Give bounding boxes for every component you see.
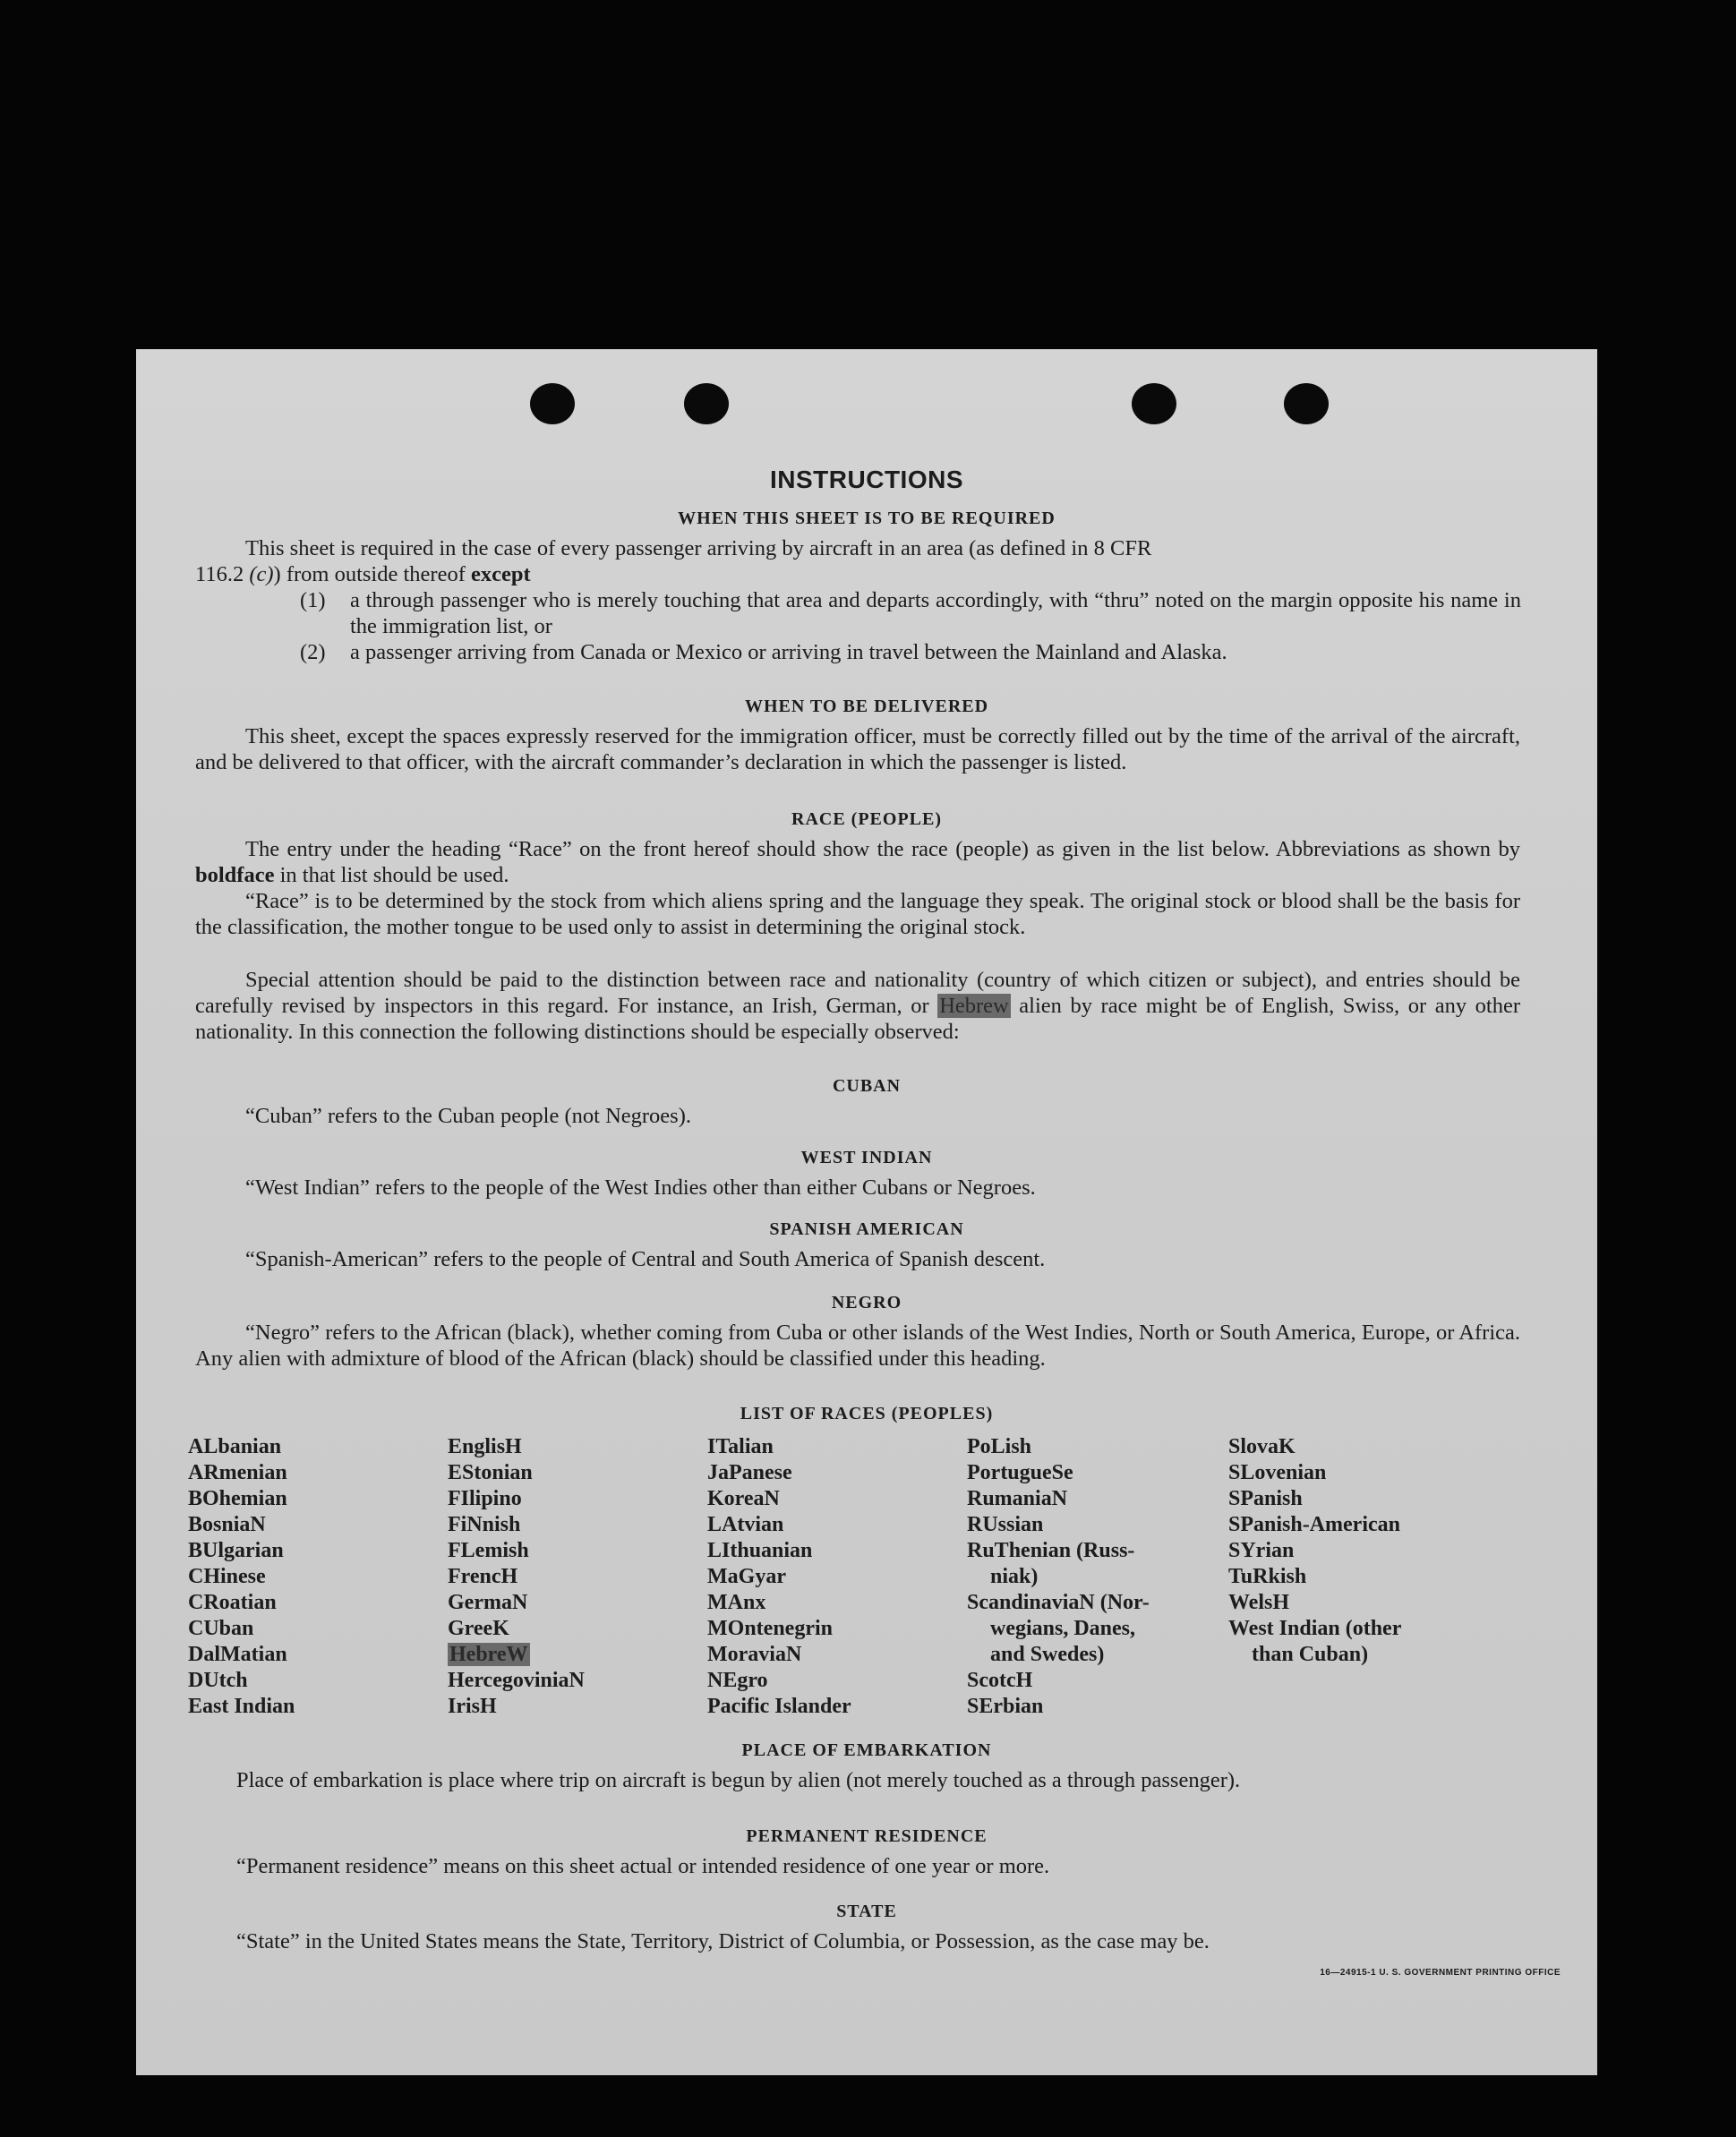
race-item-continued: and Swedes) [990, 1643, 1105, 1666]
race-item: NEgro [707, 1669, 768, 1692]
race-item: East Indian [188, 1695, 295, 1718]
races-column-3 [707, 1434, 851, 1720]
race-item: CUban [188, 1617, 254, 1640]
race-item: SPanish-American [1228, 1513, 1400, 1536]
required-item-2: (2) a passenger arriving from Canada or Mexico or arriving in travel between the Mainland and Alaska. [300, 640, 1227, 664]
race-item: BUlgarian [188, 1539, 284, 1562]
race-item: GreeK [448, 1617, 509, 1640]
state-text: “State” in the United States means the State, Territory, District of Columbia, or Possession, as the case may be. [236, 1929, 1210, 1953]
required-item-1: (1) a through passenger who is merely touching that area and departs accordingly, with “thru” noted on the margin opposite his name in the immigration list, or [300, 588, 1521, 638]
embarkation-text: Place of embarkation is place where trip on aircraft is begun by alien (not merely touched as a through passenger). [236, 1768, 1241, 1792]
race-item: MoraviaN [707, 1643, 802, 1666]
race-item: ARmenian [188, 1461, 287, 1484]
race-item: BOhemian [188, 1487, 287, 1510]
race-item: FLemish [448, 1539, 529, 1562]
race-item: FrencH [448, 1565, 518, 1588]
race-item-continued: than Cuban) [1252, 1643, 1369, 1666]
race-item: RumaniaN [967, 1487, 1068, 1510]
races-column-5 [1228, 1434, 1401, 1668]
race-item: RUssian [967, 1513, 1044, 1536]
cuban-text: “Cuban” refers to the Cuban people (not Negroes). [245, 1104, 691, 1128]
heading-when-delivered: WHEN TO BE DELIVERED [744, 697, 989, 716]
punch-hole [530, 383, 575, 424]
races-column-2 [448, 1434, 585, 1720]
race-item: LAtvian [707, 1513, 784, 1536]
heading-west-indian: WEST INDIAN [800, 1148, 933, 1167]
race-item: EnglisH [448, 1435, 522, 1458]
punch-hole [684, 383, 729, 424]
races-column-4 [967, 1434, 1150, 1720]
race-item: PortugueSe [967, 1461, 1073, 1484]
race-item-continued: wegians, Danes, [990, 1617, 1136, 1640]
race-item: IrisH [448, 1695, 497, 1718]
heading-cuban: CUBAN [832, 1076, 902, 1096]
race-item: CHinese [188, 1565, 266, 1588]
race-paragraph-2: “Race” is to be determined by the stock from which aliens spring and the language they speak. The original stock or blood shall be the basis for the classification, the mother tongue to be used only to assist in determining the original stock. [195, 889, 1520, 939]
race-item: BosniaN [188, 1513, 266, 1536]
race-item: TuRkish [1228, 1565, 1307, 1588]
race-item: KoreaN [707, 1487, 780, 1510]
race-item: LIthuanian [707, 1539, 813, 1562]
race-item-continued: niak) [990, 1565, 1039, 1588]
race-item: SYrian [1228, 1539, 1295, 1562]
race-item: EStonian [448, 1461, 533, 1484]
race-item: HercegoviniaN [448, 1669, 585, 1692]
race-item: WelsH [1228, 1591, 1290, 1614]
struck-word: HebreW [449, 1643, 528, 1666]
race-item: CRoatian [188, 1591, 277, 1614]
punch-hole [1284, 383, 1329, 424]
race-paragraph-3: Special attention should be paid to the distinction between race and nationality (country of which citizen or subject), and entries should be carefully revised by inspectors in this regard. For instance, an Irish, German, or Hebrew alien by race might be of English, Swiss, or any other nationality. In this connection the following distinctions should be especially observed: [195, 968, 1520, 1044]
race-item: PoLish [967, 1435, 1032, 1458]
page-title: INSTRUCTIONS [770, 466, 963, 493]
heading-embarkation: PLACE OF EMBARKATION [741, 1740, 992, 1760]
race-item: SPanish [1228, 1487, 1303, 1510]
race-item: FIlipino [448, 1487, 522, 1510]
race-paragraph-1: The entry under the heading “Race” on the front hereof should show the race (people) as given in the list below. Abbreviations as shown by boldface in that list should be used. [195, 837, 1520, 887]
race-item: DUtch [188, 1669, 248, 1692]
race-item: ALbanian [188, 1435, 282, 1458]
printing-office-imprint: 16—24915-1 U. S. GOVERNMENT PRINTING OFFICE [1320, 1968, 1561, 1978]
race-item: ScotcH [967, 1669, 1033, 1692]
race-item: RuThenian (Russ- [967, 1539, 1135, 1562]
race-item: SErbian [967, 1695, 1044, 1718]
race-item: Pacific Islander [707, 1695, 851, 1718]
punch-hole [1132, 383, 1176, 424]
race-item: ITalian [707, 1435, 774, 1458]
heading-state: STATE [836, 1902, 897, 1921]
race-item: JaPanese [707, 1461, 792, 1484]
document-sheet [136, 349, 1597, 2075]
heading-list-of-races: LIST OF RACES (PEOPLES) [740, 1404, 994, 1423]
heading-spanish-american: SPANISH AMERICAN [769, 1219, 964, 1239]
race-item: West Indian (other [1228, 1617, 1402, 1640]
negro-text: “Negro” refers to the African (black), whether coming from Cuba or other islands of the West Indies, North or South America, Europe, or Africa. Any alien with admixture of blood of the African (black) should be classified under this heading. [195, 1321, 1520, 1371]
race-item: MOntenegrin [707, 1617, 833, 1640]
race-item: SLovenian [1228, 1461, 1327, 1484]
heading-permanent-residence: PERMANENT RESIDENCE [746, 1826, 988, 1846]
race-item: GermaN [448, 1591, 528, 1614]
race-item: MaGyar [707, 1565, 786, 1588]
race-item: FiNnish [448, 1513, 521, 1536]
races-column-1 [188, 1434, 295, 1720]
spanish-american-text: “Spanish-American” refers to the people of Central and South America of Spanish descent. [245, 1247, 1046, 1271]
heading-negro: NEGRO [831, 1293, 902, 1312]
race-item: MAnx [707, 1591, 766, 1614]
heading-when-required: WHEN THIS SHEET IS TO BE REQUIRED [678, 509, 1056, 528]
delivered-paragraph: This sheet, except the spaces expressly reserved for the immigration officer, must be correctly filled out by the time of the arrival of the aircraft, and be delivered to that officer, with the aircraft commander’s declaration in which the passenger is listed. [195, 724, 1520, 774]
race-item: DalMatian [188, 1643, 287, 1666]
race-item: ScandinaviaN (Nor- [967, 1591, 1150, 1614]
heading-race: RACE (PEOPLE) [791, 809, 942, 829]
race-item: SlovaK [1228, 1435, 1296, 1458]
west-indian-text: “West Indian” refers to the people of the West Indies other than either Cubans or Negroes. [245, 1175, 1036, 1200]
struck-word: Hebrew [939, 994, 1009, 1018]
required-paragraph: This sheet is required in the case of every passenger arriving by aircraft in an area (as defined in 8 CFR 116.2 (c)) from outside thereof except [195, 536, 1152, 586]
race-item [448, 1642, 585, 1668]
residence-text: “Permanent residence” means on this sheet actual or intended residence of one year or more. [236, 1854, 1050, 1878]
